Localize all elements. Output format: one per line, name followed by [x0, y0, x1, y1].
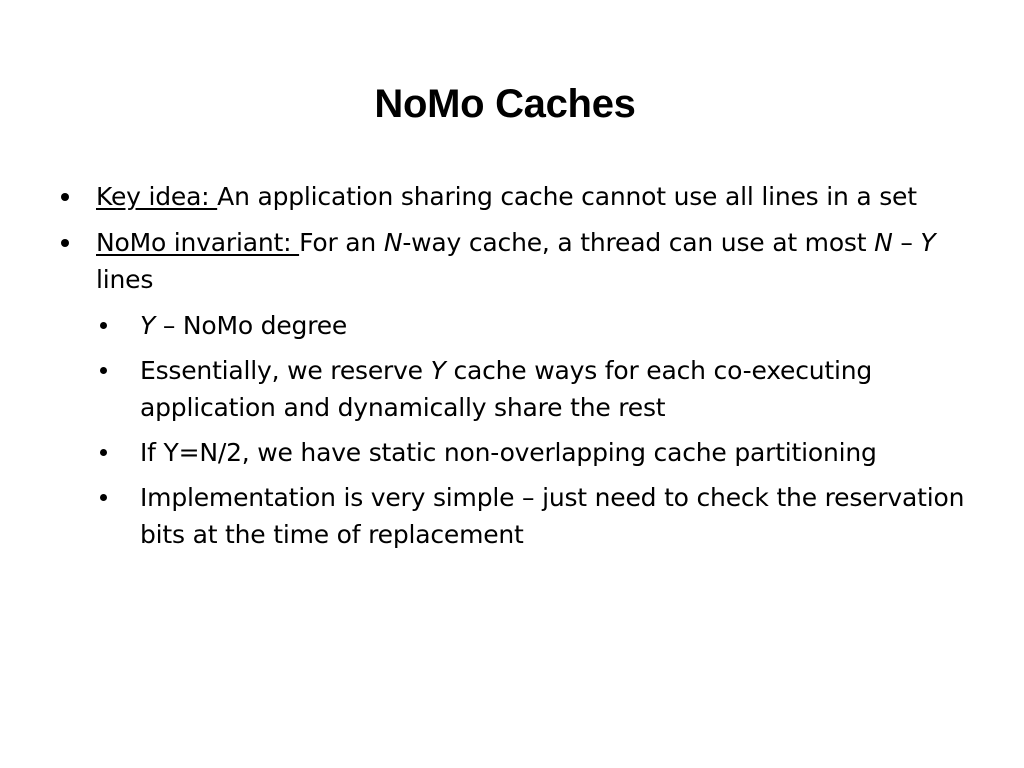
- static-partitioning-text: If Y=N/2, we have static non-overlapping cache partitioning: [140, 438, 877, 467]
- reserve-text-1: Essentially, we reserve: [140, 356, 431, 385]
- invariant-n: N: [383, 228, 403, 257]
- invariant-text-4: lines: [96, 265, 154, 294]
- bullet-dot-icon: [61, 193, 69, 201]
- bullet-nomo-invariant: [56, 224, 966, 298]
- invariant-y: Y: [920, 228, 936, 257]
- degree-y: Y: [140, 311, 156, 340]
- bullet-dot-icon: [100, 449, 107, 456]
- reserve-y: Y: [430, 356, 446, 385]
- implementation-text: Implementation is very simple – just need to check the reservation bits at the time of replacement: [140, 483, 965, 549]
- reserve-text-2: cache ways for each co-executing application and dynamically share the rest: [140, 356, 873, 422]
- bullet-dot-icon: [100, 494, 107, 501]
- sub-bullet-static-partitioning: [100, 434, 966, 471]
- key-idea-text: An application sharing cache cannot use all lines in a set: [217, 182, 917, 211]
- key-idea-label: Key idea:: [96, 182, 218, 211]
- bullet-dot-icon: [61, 239, 69, 247]
- sub-bullet-reserve: [100, 352, 966, 426]
- degree-text: – NoMo degree: [155, 311, 348, 340]
- bullet-key-idea: [56, 178, 966, 215]
- sub-bullet-degree: [100, 307, 966, 344]
- invariant-text-3: –: [892, 228, 921, 257]
- nomo-invariant-label: NoMo invariant:: [96, 228, 300, 257]
- invariant-text-1: For an: [299, 228, 384, 257]
- slide-body: [56, 178, 966, 561]
- invariant-text-2: -way cache, a thread can use at most: [402, 228, 875, 257]
- slide-title: NoMo Caches: [374, 82, 636, 126]
- invariant-n2: N: [874, 228, 893, 257]
- bullet-dot-icon: [100, 322, 107, 329]
- bullet-dot-icon: [100, 367, 107, 374]
- sub-bullet-implementation: [100, 479, 966, 553]
